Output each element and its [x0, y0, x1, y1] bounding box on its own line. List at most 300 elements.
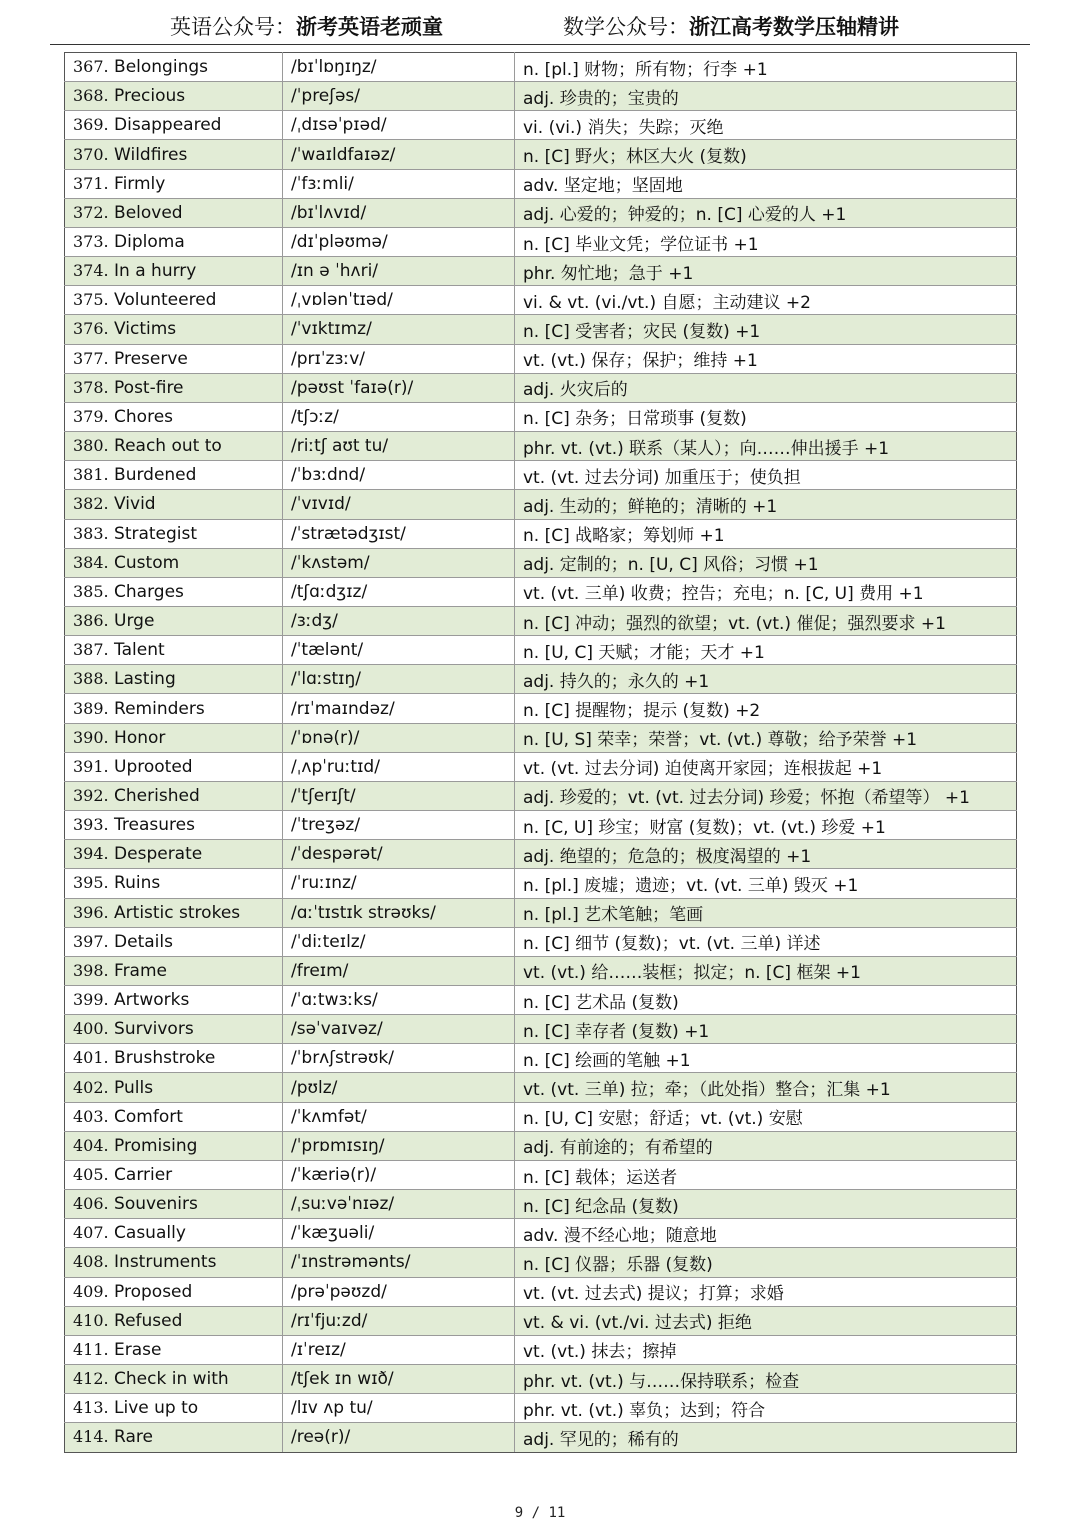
phonetic-cell: /prɪˈzɜːv/	[283, 344, 515, 373]
definition-cell: n. [U, C] 天赋；才能；天才 +1	[515, 636, 1017, 665]
phonetic-cell: /prəˈpəʊzd/	[283, 1277, 515, 1306]
word-cell	[65, 577, 283, 606]
definition-cell: phr. 匆忙地；急于 +1	[515, 257, 1017, 286]
phonetic-cell: /ˈbɜːdnd/	[283, 461, 515, 490]
definition-cell: n. [C] 艺术品 (复数)	[515, 986, 1017, 1015]
word-cell	[65, 1219, 283, 1248]
word-cell	[65, 1306, 283, 1335]
table-row	[65, 548, 1017, 577]
table-row	[65, 1248, 1017, 1277]
word-cell	[65, 1335, 283, 1364]
table-row	[65, 1044, 1017, 1073]
phonetic-cell: /ˈkæriə(r)/	[283, 1160, 515, 1189]
word-cell	[65, 519, 283, 548]
phonetic-cell: /freɪm/	[283, 956, 515, 985]
vocabulary-table-body	[65, 53, 1017, 1453]
entry-number: 395.	[73, 873, 109, 893]
table-row	[65, 1335, 1017, 1364]
word-cell	[65, 257, 283, 286]
definition-cell: phr. vt. (vt.) 与……保持联系；检查	[515, 1365, 1017, 1394]
entry-word: Custom	[114, 552, 180, 573]
table-row	[65, 1219, 1017, 1248]
entry-number: 391.	[73, 756, 109, 776]
definition-cell: n. [C] 提醒物；提示 (复数) +2	[515, 694, 1017, 723]
entry-word: Proposed	[114, 1281, 193, 1302]
phonetic-cell: /ˌsuːvəˈnɪəz/	[283, 1190, 515, 1219]
definition-cell: vt. (vt. 三单) 拉；牵；（此处指）整合；汇集 +1	[515, 1073, 1017, 1102]
entry-word: Carrier	[114, 1165, 173, 1186]
header-divider	[50, 44, 1030, 45]
word-cell	[65, 140, 283, 169]
table-row	[65, 956, 1017, 985]
phonetic-cell: /ˌdɪsəˈpɪəd/	[283, 111, 515, 140]
entry-number: 378.	[73, 377, 109, 397]
table-row	[65, 1015, 1017, 1044]
word-cell	[65, 286, 283, 315]
entry-word: Diploma	[114, 232, 185, 253]
word-cell	[65, 781, 283, 810]
table-row	[65, 111, 1017, 140]
entry-word: Desperate	[114, 844, 203, 865]
math-account-name: 浙江高考数学压轴精讲	[689, 14, 899, 39]
entry-number: 400.	[73, 1019, 109, 1039]
definition-cell: adv. 漫不经心地；随意地	[515, 1219, 1017, 1248]
phonetic-cell: /ˈstrætədʒɪst/	[283, 519, 515, 548]
entry-word: Instruments	[114, 1252, 217, 1273]
entry-word: Honor	[114, 727, 166, 748]
entry-word: Cherished	[114, 785, 200, 806]
table-row	[65, 198, 1017, 227]
phonetic-cell: /tʃɔːz/	[283, 402, 515, 431]
definition-cell: vi. (vi.) 消失；失踪；灭绝	[515, 111, 1017, 140]
definition-cell: n. [C] 绘画的笔触 +1	[515, 1044, 1017, 1073]
phonetic-cell: /dɪˈpləʊmə/	[283, 227, 515, 256]
phonetic-cell: /ˈɒnə(r)/	[283, 723, 515, 752]
entry-word: Victims	[114, 319, 177, 340]
word-cell	[65, 723, 283, 752]
table-row	[65, 402, 1017, 431]
entry-number: 381.	[73, 465, 109, 485]
entry-word: Frame	[114, 960, 167, 981]
phonetic-cell: /ˈtælənt/	[283, 636, 515, 665]
table-row	[65, 752, 1017, 781]
definition-cell: adv. 坚定地；坚固地	[515, 169, 1017, 198]
word-cell	[65, 1365, 283, 1394]
entry-number: 379.	[73, 406, 109, 426]
word-cell	[65, 432, 283, 461]
word-cell	[65, 811, 283, 840]
definition-cell: n. [pl.] 废墟；遗迹；vt. (vt. 三单) 毁灭 +1	[515, 869, 1017, 898]
table-row	[65, 927, 1017, 956]
entry-word: Promising	[114, 1135, 198, 1156]
entry-number: 405.	[73, 1165, 109, 1185]
table-row	[65, 1131, 1017, 1160]
entry-number: 396.	[73, 902, 109, 922]
table-row	[65, 840, 1017, 869]
entry-word: Live up to	[114, 1398, 199, 1419]
entry-word: Casually	[114, 1223, 186, 1244]
entry-word: Souvenirs	[114, 1194, 198, 1215]
definition-cell: adj. 罕见的；稀有的	[515, 1423, 1017, 1452]
table-row	[65, 869, 1017, 898]
phonetic-cell: /lɪv ʌp tu/	[283, 1394, 515, 1423]
table-row	[65, 1365, 1017, 1394]
phonetic-cell: /bɪˈlʌvɪd/	[283, 198, 515, 227]
entry-number: 409.	[73, 1281, 109, 1301]
word-cell	[65, 344, 283, 373]
entry-word: Lasting	[114, 669, 176, 690]
table-row	[65, 1073, 1017, 1102]
word-cell	[65, 1073, 283, 1102]
definition-cell: n. [C] 毕业文凭；学位证书 +1	[515, 227, 1017, 256]
entry-word: Reminders	[114, 698, 205, 719]
word-cell	[65, 490, 283, 519]
page-separator: /	[531, 1505, 540, 1521]
entry-number: 387.	[73, 640, 109, 660]
table-row	[65, 665, 1017, 694]
phonetic-cell: /ˈdespərət/	[283, 840, 515, 869]
definition-cell: adj. 生动的；鲜艳的；清晰的 +1	[515, 490, 1017, 519]
word-cell	[65, 315, 283, 344]
definition-cell: adj. 珍爱的；vt. (vt. 过去分词) 珍爱；怀抱（希望等） +1	[515, 781, 1017, 810]
entry-number: 385.	[73, 581, 109, 601]
entry-word: Pulls	[114, 1077, 154, 1098]
definition-cell: n. [pl.] 艺术笔触；笔画	[515, 898, 1017, 927]
definition-cell: adj. 火灾后的	[515, 373, 1017, 402]
entry-word: Volunteered	[114, 290, 217, 311]
table-row	[65, 1423, 1017, 1452]
entry-number: 383.	[73, 523, 109, 543]
table-row	[65, 811, 1017, 840]
word-cell	[65, 82, 283, 111]
definition-cell: vt. & vi. (vt./vi. 过去式) 拒绝	[515, 1306, 1017, 1335]
definition-cell: n. [C] 杂务；日常琐事 (复数)	[515, 402, 1017, 431]
word-cell	[65, 694, 283, 723]
word-cell	[65, 1248, 283, 1277]
phonetic-cell: /rɪˈmaɪndəz/	[283, 694, 515, 723]
phonetic-cell: /ˈfɜːmli/	[283, 169, 515, 198]
word-cell	[65, 1190, 283, 1219]
entry-number: 408.	[73, 1252, 109, 1272]
entry-number: 384.	[73, 552, 109, 572]
word-cell	[65, 227, 283, 256]
table-row	[65, 577, 1017, 606]
table-row	[65, 82, 1017, 111]
entry-number: 373.	[73, 232, 109, 252]
phonetic-cell: /ˈpreʃəs/	[283, 82, 515, 111]
entry-word: Artworks	[114, 990, 190, 1011]
phonetic-cell: /ˌvɒlənˈtɪəd/	[283, 286, 515, 315]
entry-word: In a hurry	[114, 261, 197, 282]
word-cell	[65, 548, 283, 577]
entry-number: 376.	[73, 319, 109, 339]
phonetic-cell: /rɪˈfjuːzd/	[283, 1306, 515, 1335]
entry-number: 388.	[73, 669, 109, 689]
entry-number: 399.	[73, 990, 109, 1010]
definition-cell: n. [C] 仪器；乐器 (复数)	[515, 1248, 1017, 1277]
entry-number: 407.	[73, 1223, 109, 1243]
table-row	[65, 53, 1017, 82]
table-row	[65, 315, 1017, 344]
entry-number: 368.	[73, 86, 109, 106]
definition-cell: adj. 心爱的；钟爱的；n. [C] 心爱的人 +1	[515, 198, 1017, 227]
entry-word: Rare	[114, 1427, 153, 1448]
phonetic-cell: /ɑːˈtɪstɪk strəʊks/	[283, 898, 515, 927]
definition-cell: n. [C] 载体；运送者	[515, 1160, 1017, 1189]
entry-number: 377.	[73, 348, 109, 368]
phonetic-cell: /ˈbrʌʃstrəʊk/	[283, 1044, 515, 1073]
entry-word: Check in with	[114, 1369, 229, 1390]
phonetic-cell: /ˈruːɪnz/	[283, 869, 515, 898]
entry-word: Chores	[114, 406, 174, 427]
entry-word: Strategist	[114, 523, 198, 544]
word-cell	[65, 956, 283, 985]
entry-word: Vivid	[114, 494, 156, 515]
phonetic-cell: /ɪn ə ˈhʌri/	[283, 257, 515, 286]
table-row	[65, 432, 1017, 461]
definition-cell: n. [U, S] 荣幸；荣誉；vt. (vt.) 尊敬；给予荣誉 +1	[515, 723, 1017, 752]
phonetic-cell: /ˈɪnstrəmənts/	[283, 1248, 515, 1277]
entry-number: 389.	[73, 698, 109, 718]
entry-number: 402.	[73, 1077, 109, 1097]
definition-cell: n. [U, C] 安慰；舒适；vt. (vt.) 安慰	[515, 1102, 1017, 1131]
definition-cell: vt. (vt.) 保存；保护；维持 +1	[515, 344, 1017, 373]
table-row	[65, 490, 1017, 519]
word-cell	[65, 752, 283, 781]
phonetic-cell: /ˈkæʒuəli/	[283, 1219, 515, 1248]
table-row	[65, 1190, 1017, 1219]
table-row	[65, 636, 1017, 665]
entry-word: Survivors	[114, 1019, 194, 1040]
entry-number: 401.	[73, 1048, 109, 1068]
entry-word: Charges	[114, 581, 184, 602]
entry-word: Urge	[114, 611, 155, 632]
table-row	[65, 344, 1017, 373]
definition-cell: adj. 持久的；永久的 +1	[515, 665, 1017, 694]
table-row	[65, 257, 1017, 286]
definition-cell: vi. & vt. (vi./vt.) 自愿；主动建议 +2	[515, 286, 1017, 315]
word-cell	[65, 1044, 283, 1073]
word-cell	[65, 636, 283, 665]
entry-number: 410.	[73, 1310, 109, 1330]
entry-word: Brushstroke	[114, 1048, 216, 1069]
table-row	[65, 781, 1017, 810]
word-cell	[65, 111, 283, 140]
definition-cell: n. [C] 战略家；筹划师 +1	[515, 519, 1017, 548]
entry-word: Artistic strokes	[114, 902, 241, 923]
definition-cell: adj. 珍贵的；宝贵的	[515, 82, 1017, 111]
page-total: 11	[548, 1505, 566, 1521]
word-cell	[65, 898, 283, 927]
word-cell	[65, 840, 283, 869]
definition-cell: vt. (vt. 过去分词) 加重压于；使负担	[515, 461, 1017, 490]
table-row	[65, 227, 1017, 256]
english-account-label	[170, 12, 443, 42]
entry-word: Firmly	[114, 173, 166, 194]
entry-number: 371.	[73, 173, 109, 193]
phonetic-cell: /ˈprɒmɪsɪŋ/	[283, 1131, 515, 1160]
word-cell	[65, 1160, 283, 1189]
definition-cell: n. [C, U] 珍宝；财富 (复数)；vt. (vt.) 珍爱 +1	[515, 811, 1017, 840]
entry-word: Reach out to	[114, 436, 222, 457]
entry-word: Precious	[114, 86, 186, 107]
table-row	[65, 898, 1017, 927]
phonetic-cell: /səˈvaɪvəz/	[283, 1015, 515, 1044]
entry-word: Belongings	[114, 57, 208, 78]
word-cell	[65, 1394, 283, 1423]
english-account-prefix: 英语公众号：	[170, 15, 296, 39]
word-cell	[65, 461, 283, 490]
definition-cell: vt. (vt. 过去分词) 迫使离开家园；连根拔起 +1	[515, 752, 1017, 781]
definition-cell: adj. 有前途的；有希望的	[515, 1131, 1017, 1160]
word-cell	[65, 1102, 283, 1131]
entry-number: 404.	[73, 1135, 109, 1155]
entry-number: 414.	[73, 1427, 109, 1447]
definition-cell: vt. (vt. 过去式) 提议；打算；求婚	[515, 1277, 1017, 1306]
entry-number: 390.	[73, 727, 109, 747]
entry-word: Ruins	[114, 873, 161, 894]
word-cell	[65, 869, 283, 898]
phonetic-cell: /ˈtʃerɪʃt/	[283, 781, 515, 810]
entry-number: 386.	[73, 611, 109, 631]
entry-word: Wildfires	[114, 144, 188, 165]
word-cell	[65, 986, 283, 1015]
page-number	[0, 1505, 1080, 1521]
table-row	[65, 140, 1017, 169]
word-cell	[65, 1015, 283, 1044]
table-row	[65, 169, 1017, 198]
word-cell	[65, 1277, 283, 1306]
page-header	[0, 12, 1080, 44]
entry-word: Uprooted	[114, 756, 193, 777]
definition-cell: phr. vt. (vt.) 联系（某人）；向……伸出援手 +1	[515, 432, 1017, 461]
definition-cell: n. [C] 细节 (复数)；vt. (vt. 三单) 详述	[515, 927, 1017, 956]
phonetic-cell: /pʊlz/	[283, 1073, 515, 1102]
definition-cell: n. [C] 幸存者 (复数) +1	[515, 1015, 1017, 1044]
entry-number: 406.	[73, 1194, 109, 1214]
entry-number: 397.	[73, 931, 109, 951]
definition-cell: adj. 定制的；n. [U, C] 风俗；习惯 +1	[515, 548, 1017, 577]
definition-cell: vt. (vt.) 给……装框；拟定；n. [C] 框架 +1	[515, 956, 1017, 985]
table-row	[65, 1277, 1017, 1306]
table-row	[65, 986, 1017, 1015]
table-row	[65, 1394, 1017, 1423]
definition-cell: n. [C] 冲动；强烈的欲望；vt. (vt.) 催促；强烈要求 +1	[515, 606, 1017, 635]
definition-cell: n. [C] 纪念品 (复数)	[515, 1190, 1017, 1219]
entry-word: Treasures	[114, 815, 195, 836]
word-cell	[65, 606, 283, 635]
vocabulary-table	[64, 52, 1017, 1453]
table-row	[65, 286, 1017, 315]
page-current: 9	[514, 1505, 524, 1521]
entry-number: 380.	[73, 436, 109, 456]
english-account-name: 浙考英语老顽童	[296, 14, 443, 39]
table-row	[65, 1102, 1017, 1131]
entry-number: 372.	[73, 202, 109, 222]
phonetic-cell: /tʃɑːdʒɪz/	[283, 577, 515, 606]
entry-number: 394.	[73, 844, 109, 864]
entry-number: 413.	[73, 1398, 109, 1418]
entry-number: 367.	[73, 57, 109, 77]
phonetic-cell: /reə(r)/	[283, 1423, 515, 1452]
table-row	[65, 694, 1017, 723]
entry-number: 382.	[73, 494, 109, 514]
definition-cell: n. [C] 受害者；灾民 (复数) +1	[515, 315, 1017, 344]
phonetic-cell: /ˌʌpˈruːtɪd/	[283, 752, 515, 781]
phonetic-cell: /riːtʃ aʊt tu/	[283, 432, 515, 461]
table-row	[65, 1160, 1017, 1189]
table-row	[65, 461, 1017, 490]
word-cell	[65, 1131, 283, 1160]
table-row	[65, 519, 1017, 548]
definition-cell: vt. (vt.) 抹去；擦掉	[515, 1335, 1017, 1364]
word-cell	[65, 927, 283, 956]
word-cell	[65, 53, 283, 82]
math-account-label	[563, 12, 899, 42]
phonetic-cell: /bɪˈlɒŋɪŋz/	[283, 53, 515, 82]
table-row	[65, 723, 1017, 752]
phonetic-cell: /ˈlɑːstɪŋ/	[283, 665, 515, 694]
entry-number: 393.	[73, 815, 109, 835]
phonetic-cell: /ˈwaɪldfaɪəz/	[283, 140, 515, 169]
definition-cell: phr. vt. (vt.) 辜负；达到；符合	[515, 1394, 1017, 1423]
entry-word: Burdened	[114, 465, 197, 486]
entry-word: Disappeared	[114, 115, 222, 136]
entry-word: Post-fire	[114, 377, 184, 398]
definition-cell: n. [C] 野火；林区大火 (复数)	[515, 140, 1017, 169]
entry-number: 392.	[73, 785, 109, 805]
phonetic-cell: /ˈkʌmfət/	[283, 1102, 515, 1131]
word-cell	[65, 198, 283, 227]
word-cell	[65, 402, 283, 431]
phonetic-cell: /ˈkʌstəm/	[283, 548, 515, 577]
entry-number: 370.	[73, 144, 109, 164]
phonetic-cell: /ˈvɪvɪd/	[283, 490, 515, 519]
word-cell	[65, 373, 283, 402]
definition-cell: vt. (vt. 三单) 收费；控告；充电；n. [C, U] 费用 +1	[515, 577, 1017, 606]
table-row	[65, 1306, 1017, 1335]
table-row	[65, 373, 1017, 402]
definition-cell: n. [pl.] 财物；所有物；行李 +1	[515, 53, 1017, 82]
phonetic-cell: /ˈdiːteɪlz/	[283, 927, 515, 956]
entry-word: Beloved	[114, 202, 183, 223]
math-account-prefix: 数学公众号：	[563, 15, 689, 39]
entry-word: Preserve	[114, 348, 188, 369]
table-row	[65, 606, 1017, 635]
entry-word: Erase	[114, 1339, 162, 1360]
phonetic-cell: /tʃek ɪn wɪð/	[283, 1365, 515, 1394]
phonetic-cell: /ˈtreʒəz/	[283, 811, 515, 840]
phonetic-cell: /ɪˈreɪz/	[283, 1335, 515, 1364]
entry-number: 411.	[73, 1339, 109, 1359]
phonetic-cell: /ˈvɪktɪmz/	[283, 315, 515, 344]
entry-word: Refused	[114, 1310, 183, 1331]
phonetic-cell: /pəʊst ˈfaɪə(r)/	[283, 373, 515, 402]
entry-word: Talent	[114, 640, 165, 661]
word-cell	[65, 665, 283, 694]
entry-number: 398.	[73, 960, 109, 980]
phonetic-cell: /ˈɑːtwɜːks/	[283, 986, 515, 1015]
entry-number: 375.	[73, 290, 109, 310]
entry-number: 374.	[73, 261, 109, 281]
definition-cell: adj. 绝望的；危急的；极度渴望的 +1	[515, 840, 1017, 869]
entry-word: Details	[114, 931, 173, 952]
entry-number: 369.	[73, 115, 109, 135]
word-cell	[65, 1423, 283, 1452]
entry-number: 403.	[73, 1106, 109, 1126]
phonetic-cell: /ɜːdʒ/	[283, 606, 515, 635]
entry-word: Comfort	[114, 1106, 183, 1127]
